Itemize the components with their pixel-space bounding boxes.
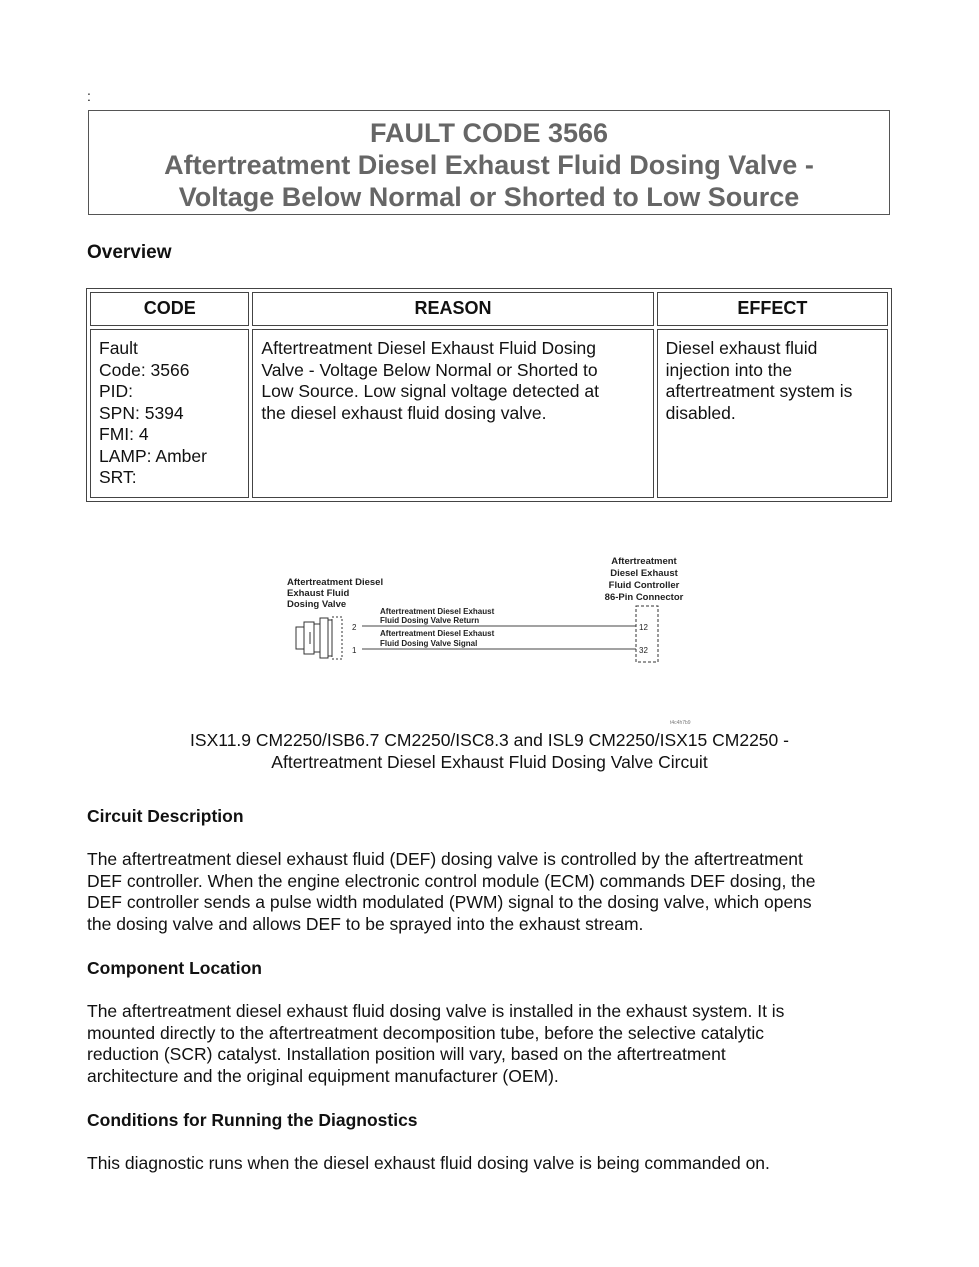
- overview-heading: Overview: [87, 242, 172, 263]
- diagram-caption: [87, 729, 892, 773]
- table-row: [90, 329, 888, 498]
- valve-label-line: Aftertreatment Diesel: [287, 577, 384, 588]
- fault-code-title-box: [88, 110, 890, 215]
- effect-cell: [657, 329, 888, 498]
- paragraph-line: The aftertreatment diesel exhaust fluid (DEF) dosing valve is controlled by the aftertreatment: [87, 849, 803, 869]
- valve-label-line: Dosing Valve: [287, 599, 347, 610]
- reason-line: Low Source. Low signal voltage detected at: [261, 381, 599, 401]
- valve-pin-label: 2: [352, 623, 357, 632]
- code-line: LAMP: Amber: [99, 445, 207, 466]
- conditions-heading: Conditions for Running the Diagnostics: [87, 1110, 418, 1130]
- controller-pin-label: 32: [639, 646, 648, 655]
- conditions-paragraph: [87, 1153, 892, 1175]
- controller-label-line: Diesel Exhaust: [610, 568, 678, 579]
- table-header-row: [90, 292, 888, 326]
- return-wire-label-line: Aftertreatment Diesel Exhaust: [380, 607, 495, 616]
- controller-label-line: Fluid Controller: [608, 580, 680, 591]
- code-line: Code: 3566: [99, 359, 190, 380]
- overview-table: [86, 288, 892, 502]
- effect-line: Diesel exhaust fluid: [665, 338, 818, 358]
- return-wire-label-line: Fluid Dosing Valve Return: [380, 616, 480, 625]
- paragraph-line: The aftertreatment diesel exhaust fluid dosing valve is installed in the exhaust system. It is: [87, 1001, 785, 1021]
- valve-label-line: Exhaust Fluid: [287, 588, 350, 599]
- caption-line: ISX11.9 CM2250/ISB6.7 CM2250/ISC8.3 and ISL9 CM2250/ISX15 CM2250 -: [190, 730, 789, 750]
- effect-line: disabled.: [665, 402, 736, 423]
- code-cell: [90, 329, 249, 498]
- column-header-code: CODE: [90, 292, 249, 326]
- effect-line: injection into the: [665, 359, 793, 380]
- code-line: FMI: 4: [99, 424, 149, 444]
- dosing-valve-icon: [296, 617, 342, 659]
- paragraph-line: architecture and the original equipment manufacturer (OEM).: [87, 1066, 559, 1087]
- circuit-description-heading: Circuit Description: [87, 806, 244, 826]
- paragraph-line: reduction (SCR) catalyst. Installation position will vary, based on the aftertreatment: [87, 1044, 726, 1065]
- circuit-diagram: [280, 550, 700, 725]
- reason-cell: [252, 329, 653, 498]
- signal-wire-label-line: Aftertreatment Diesel Exhaust: [380, 629, 495, 638]
- paragraph-line: DEF controller sends a pulse width modulated (PWM) signal to the dosing valve, which opens: [87, 892, 812, 913]
- column-header-effect: EFFECT: [657, 292, 888, 326]
- reason-line: Aftertreatment Diesel Exhaust Fluid Dosing: [261, 338, 597, 358]
- reason-line: the diesel exhaust fluid dosing valve.: [261, 402, 547, 423]
- paragraph-line: DEF controller. When the engine electronic control module (ECM) commands DEF dosing, the: [87, 870, 816, 891]
- circuit-description-paragraph: [87, 849, 892, 936]
- fault-code-title: FAULT CODE 3566: [369, 118, 609, 148]
- code-line: SPN: 5394: [99, 402, 184, 423]
- effect-line: aftertreatment system is: [665, 381, 853, 401]
- controller-label-line: 86-Pin Connector: [604, 592, 684, 603]
- controller-label-line: Aftertreatment: [611, 556, 677, 567]
- paragraph-line: mounted directly to the aftertreatment decomposition tube, before the selective catalytic: [87, 1022, 765, 1043]
- code-line: PID:: [99, 381, 134, 401]
- fault-code-subtitle-line-1: Aftertreatment Diesel Exhaust Fluid Dosing Valve -: [164, 150, 814, 180]
- caption-line: Aftertreatment Diesel Exhaust Fluid Dosing Valve Circuit: [271, 752, 708, 772]
- figure-id: t4c4h7b9: [670, 720, 691, 725]
- code-line: SRT:: [99, 467, 137, 487]
- paragraph-line: the dosing valve and allows DEF to be sprayed into the exhaust stream.: [87, 914, 644, 935]
- page-marker: :: [87, 88, 91, 104]
- code-line: Fault: [99, 338, 138, 358]
- component-location-paragraph: [87, 1001, 892, 1088]
- component-location-heading: Component Location: [87, 958, 262, 978]
- valve-pin-label: 1: [352, 646, 357, 655]
- controller-pin-label: 12: [639, 623, 648, 632]
- signal-wire-label-line: Fluid Dosing Valve Signal: [380, 639, 478, 648]
- fault-code-subtitle-line-2: Voltage Below Normal or Shorted to Low Source: [178, 182, 800, 212]
- column-header-reason: REASON: [252, 292, 653, 326]
- reason-line: Valve - Voltage Below Normal or Shorted to: [261, 359, 598, 380]
- paragraph-line: This diagnostic runs when the diesel exhaust fluid dosing valve is being commanded on.: [87, 1153, 770, 1173]
